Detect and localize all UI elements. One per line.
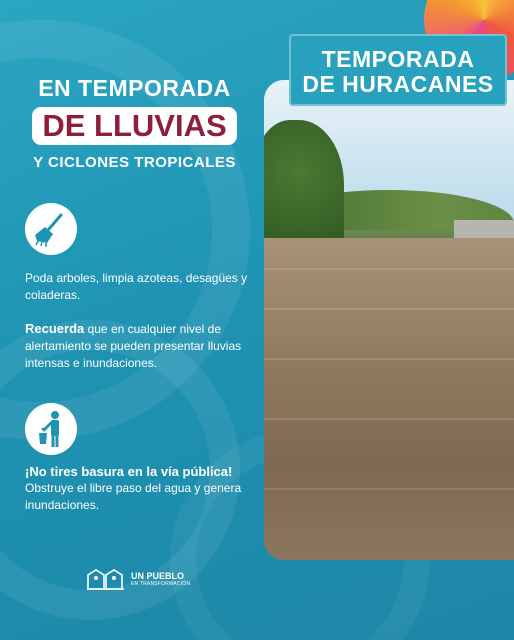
headline [22,74,247,171]
logo-mark-icon [86,567,126,591]
headline-highlight: DE LLUVIAS [32,107,236,145]
season-title-line2: DE HURACANES [302,71,494,97]
logo-name: UN PUEBLO [131,570,185,581]
season-title-box [289,34,507,106]
headline-line3: Y CICLONES TROPICALES [33,154,236,171]
reminder-bold: Recuerda [25,321,85,336]
trash-warning-title: ¡No tires basura en la vía pública! [25,464,233,479]
flood-water [264,238,514,560]
campaign-logo [86,566,190,592]
trash-disposal-icon [25,403,77,455]
logo-tagline: EN TRANSFORMACIÓN [131,580,191,587]
broom-icon [25,203,77,255]
season-title-line1: TEMPORADA [321,46,475,72]
reminder-text [25,320,260,372]
flooded-street-photo [264,80,514,560]
reminder-rest: que en cualquier nivel de alertamiento se pueden presentar lluvias intensas e inundaciones. [25,322,242,370]
headline-line1: EN TEMPORADA [38,75,231,101]
trash-warning-text: Obstruye el libre paso del agua y genera inundaciones. [25,481,242,512]
cleaning-tip: Poda arboles, limpia azoteas, desagües y coladeras. [25,271,248,302]
